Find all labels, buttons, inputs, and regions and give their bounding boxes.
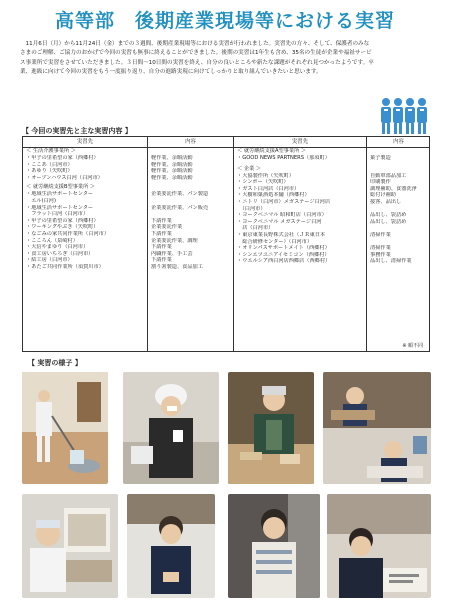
list-item: ・ガスト白河店（白河市）: [237, 185, 300, 192]
list-item: ・地域生活サポートセンター: [26, 191, 94, 198]
list-item: ・オリンパスサポートメイト（西郷村）: [237, 245, 330, 252]
people-icon: [378, 96, 430, 136]
list-item: 下請作業: [151, 217, 172, 224]
list-item: 菓子製造: [370, 155, 391, 161]
list-item: ・地域生活サポートセンター: [26, 204, 94, 211]
list-item: ・あたご共同作業所（須賀川市）: [26, 263, 104, 270]
list-item: ・大信やまゆり（白河市）: [26, 244, 89, 251]
left-place-column: [23, 137, 147, 351]
group2-places: [23, 191, 147, 270]
list-item: 清掃作業: [370, 231, 391, 238]
left-content-column: [148, 137, 233, 351]
group4-places: [234, 173, 366, 265]
list-item: ・ヨークベニマル メガステージ白河: [237, 218, 322, 225]
list-item: 軽作業、余暇活動: [151, 174, 193, 181]
order-note: ※ 順不同: [402, 343, 423, 349]
people-illustration: [378, 96, 430, 136]
list-item: 軽作業、余暇活動: [151, 155, 193, 161]
list-item: 店（白河市）: [237, 225, 274, 232]
list-item: 接客、品出し: [370, 198, 402, 205]
list-item: 企業委託作業、パン販売: [151, 204, 209, 211]
placement-table: [22, 136, 430, 352]
list-item: 調理補助、食器洗浄: [370, 185, 417, 192]
list-item: ・東京東業長野株式会社（ＪＲ東日本: [237, 231, 326, 238]
list-item: 軽作業、余暇活動: [151, 161, 193, 168]
intro-paragraph: 11月6日（月）から11月24日（金）までの３週間、後期産業現場等における実習が行われました。実習先の方々、そして、保護者のみなさまのご理解、ご協力のおかげで今回の実習も無事に終えることができました。後期の実習は1年生も含め、35名の生徒が企業や福祉サービス事業所で実習をさせていただきました。３日間～10日間の実習を終え、自分の良いところや新たな課題がそれぞれ見つかったようです。卒業、進級に向けて今回の実習をもう一度振り返り、自分の進路実現に向けてしっかりと取り組んでいきたいと思います。: [20, 41, 374, 76]
list-item: ・GOOD NEWS PARTNERS（那須町）: [237, 155, 330, 161]
list-item: ・なごみの家共同作業所（白河市）: [26, 230, 110, 237]
photo-desk-work: [323, 372, 431, 484]
list-item: 下請作業: [151, 230, 172, 237]
list-item: [370, 225, 428, 232]
photo-floor-cleaning: [22, 372, 108, 484]
list-item: [370, 239, 428, 246]
list-item: [151, 198, 231, 205]
column-header: 内容: [367, 137, 430, 148]
list-item: ・オープンハウス白河（白河市）: [26, 174, 103, 181]
list-item: 総付け補助: [370, 192, 396, 199]
list-item: ・結工房（白河市）: [26, 257, 73, 264]
list-item: ・甲子の里希望の家（西郷村）: [26, 155, 99, 161]
list-item: [370, 206, 428, 213]
table-section-label: 【 今回の実習先と主な実習内容 】: [22, 127, 132, 135]
photos-section-label: 【 実習の様子 】: [28, 359, 82, 367]
group3-places: [234, 155, 366, 162]
list-item: 品出し、袋詰め: [370, 212, 407, 219]
list-item: ・大協製作所（矢吹町）: [237, 172, 295, 179]
photo-handicraft-work: [127, 494, 215, 598]
list-item: ・食工房いちろぎ（白河市）: [26, 250, 94, 257]
list-item: ・甲子の里希望の家（西郷村）: [26, 217, 99, 224]
list-item: 軽作業、余暇活動: [151, 168, 193, 175]
list-item: ・あゆり（矢吹町）: [26, 168, 73, 175]
list-item: 総合研修センター）（白河市）: [237, 238, 313, 245]
list-item: 企業委託作業: [151, 224, 183, 231]
group2-contents: [148, 191, 233, 270]
list-item: 割り箸製造、食品加工: [151, 263, 203, 270]
list-item: 清掃作業: [370, 245, 391, 252]
group-title: ＜ 就労継続支援A型事業所 ＞: [237, 148, 307, 154]
column-header: 実習先: [234, 137, 366, 148]
list-item: フラット白河（白河市）: [26, 211, 89, 218]
column-header: 実習先: [23, 137, 147, 148]
photo-assembly-work: [22, 494, 118, 598]
group3-contents: [367, 155, 430, 162]
photo-packaging-work: [228, 372, 314, 484]
group-title: ＜ 企業 ＞: [237, 165, 262, 172]
list-item: 事務作業: [370, 251, 391, 258]
column-header: 内容: [148, 137, 233, 148]
group1-contents: [148, 155, 233, 181]
photo-office-work: [327, 494, 431, 598]
list-item: 品出し、清掃作業: [370, 258, 412, 265]
list-item: エル(白河): [26, 197, 56, 204]
photo-food-preparation: [123, 372, 219, 484]
photo-smiling-student: [228, 494, 320, 598]
group-title: ＜ 生活介護事業所 ＞: [26, 148, 76, 154]
list-item: 自動車部品加工: [370, 172, 407, 179]
right-content-column: [367, 137, 430, 351]
list-item: ・ヨークベニマル 昭和町店（白河市）: [237, 212, 327, 219]
list-item: 下請作業: [151, 257, 172, 264]
group4-contents: [367, 173, 430, 265]
list-item: 品出し、袋詰め: [370, 218, 407, 225]
list-item: ・大樹和菓酒処本舗（西郷村）: [237, 192, 310, 199]
group1-places: [23, 155, 147, 181]
list-item: ・シンエツユニアイセミコン（西郷村）: [237, 251, 330, 258]
list-item: ・シンポー（矢吹町）: [237, 179, 289, 186]
intro-text: [20, 40, 374, 78]
list-item: （白河市）: [237, 205, 266, 212]
list-item: ・ワーキングやぶき（矢吹町）: [26, 224, 99, 231]
group-title: ＜ 就労継続支援B型事業所 ＞: [26, 184, 96, 191]
list-item: 印刷製作: [370, 179, 391, 186]
list-item: ・ウエルシア西白河店西郷店（西郷村）: [237, 258, 331, 265]
list-item: 内職作業、手工芸: [151, 250, 193, 257]
right-place-column: [234, 137, 366, 351]
list-item: ・ここあ（白河市）: [26, 161, 73, 168]
list-item: ・ニトリ（白河市）メガステージ白河店: [237, 198, 331, 205]
list-item: [151, 211, 231, 218]
page-title: 高等部 後期産業現場等における実習: [54, 10, 395, 32]
list-item: 企業委託作業、調理: [151, 237, 198, 244]
list-item: 下請作業: [151, 244, 172, 251]
list-item: 企業委託作業、パン製造: [151, 191, 209, 198]
list-item: ・こころん（泉崎村）: [26, 237, 78, 244]
